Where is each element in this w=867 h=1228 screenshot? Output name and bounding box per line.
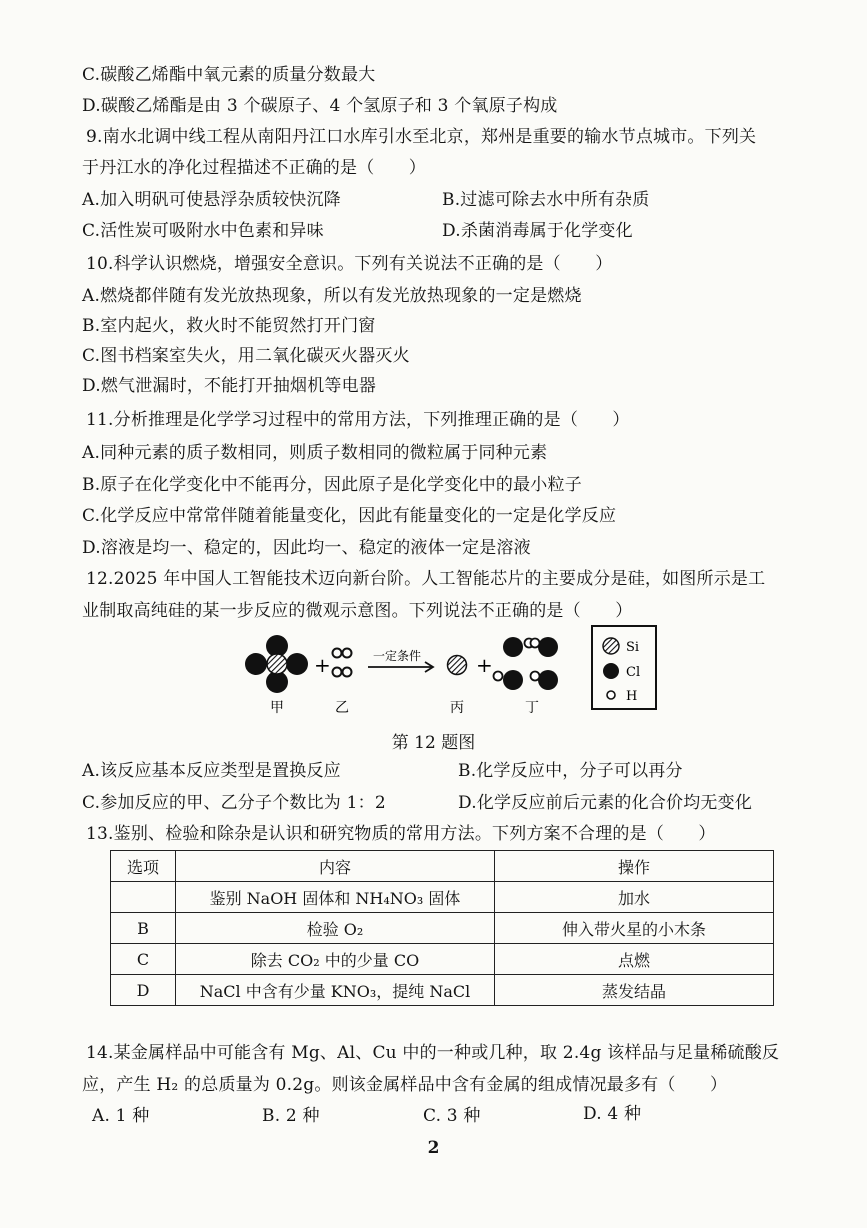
reaction-arrow [368, 662, 433, 672]
header-content: 内容 [176, 851, 495, 882]
q13-stem: 13.鉴别、检验和除杂是认识和研究物质的常用方法。下列方案不合理的是（ ） [86, 824, 716, 844]
q14-option-a: A. 1 种 [92, 1106, 150, 1126]
label-ding: 丁 [525, 700, 539, 716]
cl-legend-icon [603, 663, 619, 679]
si-legend-icon [603, 638, 619, 654]
cell-option [111, 882, 176, 913]
q14-option-d: D. 4 种 [583, 1104, 642, 1124]
cell-content: 鉴别 NaOH 固体和 NH₄NO₃ 固体 [176, 882, 495, 913]
page-number: 2 [427, 1138, 440, 1158]
reaction-condition: 一定条件 [373, 649, 422, 663]
q10-option-d: D.燃气泄漏时，不能打开抽烟机等电器 [82, 376, 377, 396]
q11-option-a: A.同种元素的质子数相同，则质子数相同的微粒属于同种元素 [82, 443, 548, 463]
cell-option: C [111, 944, 176, 975]
table-row [111, 944, 774, 975]
legend-h-label: H [626, 689, 638, 704]
q9-stem-line1: 9.南水北调中线工程从南阳丹江口水库引水至北京，郑州是重要的输水节点城市。下列关 [86, 127, 757, 147]
q10-option-c: C.图书档案室失火，用二氧化碳灭火器灭火 [82, 346, 410, 366]
q14-option-b: B. 2 种 [262, 1106, 320, 1126]
cell-content: NaCl 中含有少量 KNO₃，提纯 NaCl [176, 975, 495, 1006]
cell-operation: 伸入带火星的小木条 [495, 913, 774, 944]
legend-si-label: Si [626, 640, 640, 655]
q12-option-b: B.化学反应中，分子可以再分 [458, 761, 683, 781]
figure-caption: 第 12 题图 [391, 733, 476, 753]
q10-option-b: B.室内起火，救火时不能贸然打开门窗 [82, 316, 376, 336]
header-option: 选项 [111, 851, 176, 882]
q12-option-d: D.化学反应前后元素的化合价均无变化 [458, 793, 753, 813]
q14-option-c: C. 3 种 [423, 1106, 481, 1126]
table-row [111, 975, 774, 1006]
molecule-ding [494, 637, 559, 690]
atom-bing [448, 656, 467, 675]
q9-option-b: B.过滤可除去水中所有杂质 [442, 190, 650, 210]
table-row [111, 882, 774, 913]
table-header-row [111, 851, 774, 882]
plus-sign-1: + [314, 653, 331, 677]
cell-operation: 蒸发结晶 [495, 975, 774, 1006]
cell-operation: 加水 [495, 882, 774, 913]
q8-option-c: C.碳酸乙烯酯中氧元素的质量分数最大 [82, 65, 376, 85]
molecule-jia [245, 635, 308, 693]
q14-stem-line2: 应，产生 H₂ 的总质量为 0.2g。则该金属样品中含有金属的组成情况最多有（ ） [82, 1075, 728, 1095]
q9-option-d: D.杀菌消毒属于化学变化 [442, 221, 633, 241]
q11-option-c: C.化学反应中常常伴随着能量变化，因此有能量变化的一定是化学反应 [82, 506, 617, 526]
label-yi: 乙 [335, 700, 349, 716]
h-legend-icon [607, 691, 615, 699]
q12-stem-line1: 12.2025 年中国人工智能技术迈向新台阶。人工智能芯片的主要成分是硅，如图所示是工 [86, 569, 766, 589]
atom-legend [591, 625, 657, 710]
q10-stem: 10.科学认识燃烧，增强安全意识。下列有关说法不正确的是（ ） [86, 254, 613, 274]
q8-option-d: D.碳酸乙烯酯是由 3 个碳原子、4 个氢原子和 3 个氧原子构成 [82, 96, 558, 116]
cell-option: B [111, 913, 176, 944]
q11-option-d: D.溶液是均一、稳定的，因此均一、稳定的液体一定是溶液 [82, 538, 531, 558]
q9-option-c: C.活性炭可吸附水中色素和异味 [82, 221, 324, 241]
q12-stem-line2: 业制取高纯硅的某一步反应的微观示意图。下列说法不正确的是（ ） [82, 601, 633, 621]
label-jia: 甲 [270, 700, 284, 716]
plus-sign-2: + [476, 653, 493, 677]
q12-option-a: A.该反应基本反应类型是置换反应 [82, 761, 341, 781]
header-operation: 操作 [495, 851, 774, 882]
q9-stem-line2: 于丹江水的净化过程描述不正确的是（ ） [82, 158, 426, 178]
q14-stem-line1: 14.某金属样品中可能含有 Mg、Al、Cu 中的一种或几种，取 2.4g 该样品与足量稀硫酸反 [86, 1043, 780, 1063]
q9-option-a: A.加入明矾可使悬浮杂质较快沉降 [82, 190, 341, 210]
molecule-yi [333, 649, 352, 677]
table-row [111, 913, 774, 944]
cell-option: D [111, 975, 176, 1006]
q11-stem: 11.分析推理是化学学习过程中的常用方法，下列推理正确的是（ ） [86, 410, 630, 430]
legend-cl-label: Cl [626, 665, 641, 680]
q13-table [110, 850, 774, 1006]
cell-operation: 点燃 [495, 944, 774, 975]
cell-content: 除去 CO₂ 中的少量 CO [176, 944, 495, 975]
cell-content: 检验 O₂ [176, 913, 495, 944]
q11-option-b: B.原子在化学变化中不能再分，因此原子是化学变化中的最小粒子 [82, 475, 582, 495]
q12-option-c: C.参加反应的甲、乙分子个数比为 1：2 [82, 793, 386, 813]
q10-option-a: A.燃烧都伴随有发光放热现象，所以有发光放热现象的一定是燃烧 [82, 286, 582, 306]
label-bing: 丙 [450, 700, 464, 716]
reaction-diagram [230, 622, 590, 717]
